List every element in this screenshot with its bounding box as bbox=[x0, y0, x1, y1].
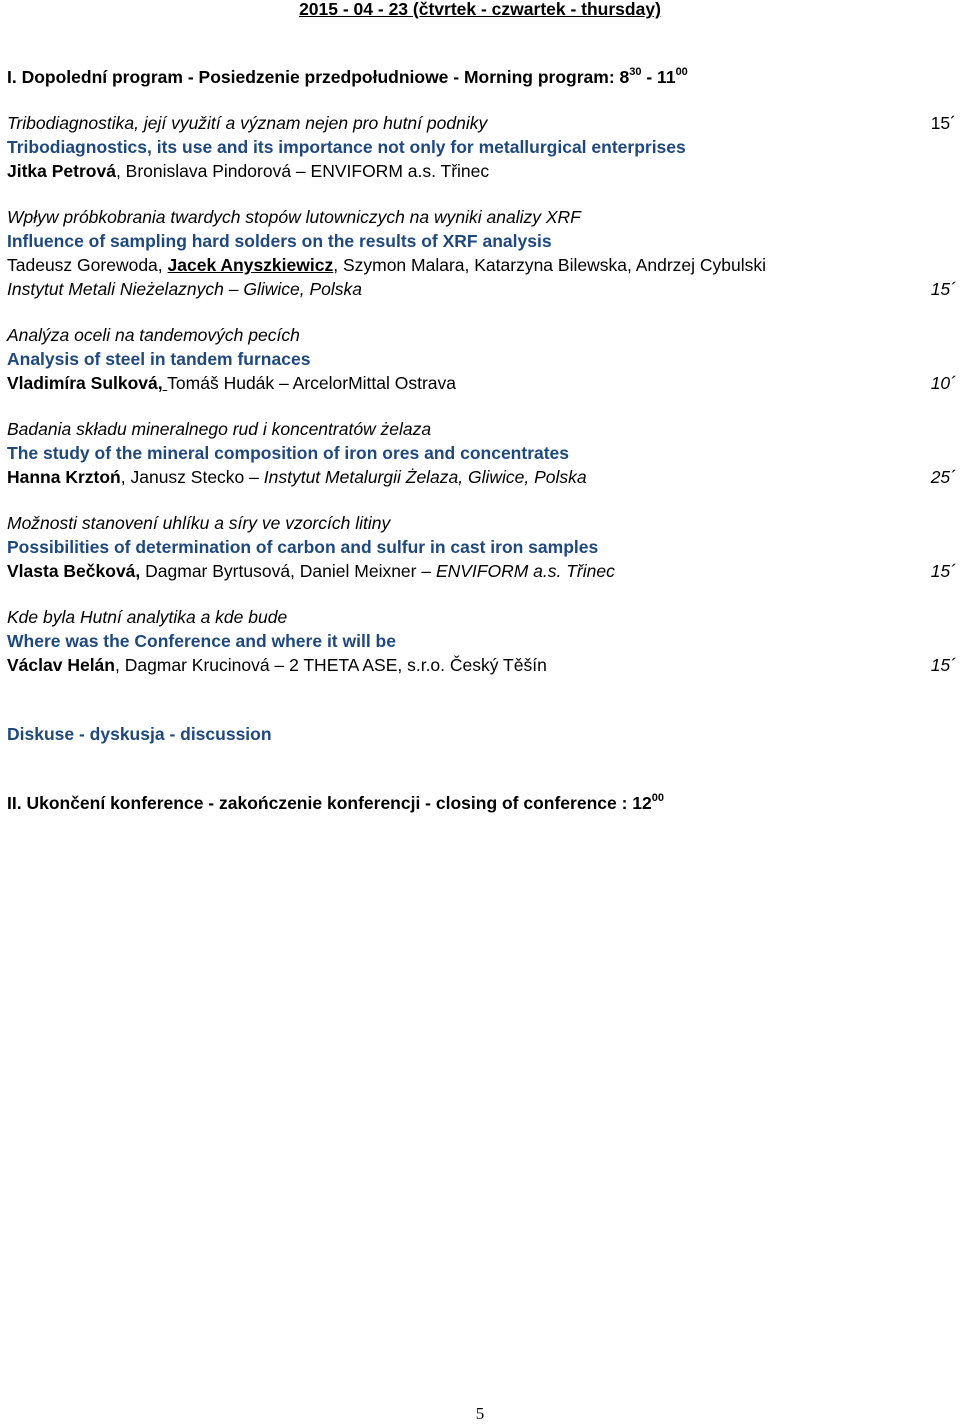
talk-5-title-en: Possibilities of determination of carbon and sulfur in cast iron samples bbox=[7, 537, 599, 557]
talk-1-affiliation: ENVIFORM a.s. Třinec bbox=[310, 161, 490, 181]
talk-3-title-local: Analýza oceli na tandemových pecích bbox=[7, 325, 300, 345]
talk-3-authors bbox=[7, 372, 456, 394]
talk-2-affiliation: Instytut Metali Nieżelaznych – Gliwice, Polska bbox=[7, 279, 362, 299]
talk-6-authors bbox=[7, 654, 547, 676]
section-1-heading bbox=[7, 66, 688, 88]
page-date-heading: 2015 - 04 - 23 (čtvrtek - czwartek - thursday) bbox=[299, 0, 661, 19]
talk-6-title-en: Where was the Conference and where it will be bbox=[7, 631, 396, 651]
section-1-dash: - 11 bbox=[641, 67, 676, 87]
talk-1-duration: 15´ bbox=[930, 113, 956, 133]
discussion-heading: Diskuse - dyskusja - discussion bbox=[7, 724, 272, 744]
talk-1-title-local: Tribodiagnostika, její využití a význam nejen pro hutní podniky bbox=[7, 113, 488, 133]
talk-4-coauthors: , Janusz Stecko – bbox=[120, 467, 264, 487]
talk-4-duration: 25´ bbox=[930, 467, 956, 487]
talk-6-presenter: Václav Helán bbox=[7, 655, 115, 675]
talk-1-title-en: Tribodiagnostics, its use and its importance not only for metallurgical enterprises bbox=[7, 137, 686, 157]
talk-2-authors bbox=[7, 254, 766, 276]
talk-5-title-local: Možnosti stanovení uhlíku a síry ve vzorcích litiny bbox=[7, 513, 391, 533]
talk-3-presenter: Vladimíra Sulková, bbox=[7, 373, 163, 393]
talk-5-authors bbox=[7, 560, 615, 582]
talk-1-dash: – bbox=[291, 161, 311, 181]
talk-5-presenter: Vlasta Bečková, bbox=[7, 561, 141, 581]
talk-6-title-local: Kde byla Hutní analytika a kde bude bbox=[7, 607, 288, 627]
section-2-time-minutes: 00 bbox=[651, 792, 665, 804]
talk-5-affiliation: ENVIFORM a.s. Třinec bbox=[435, 561, 615, 581]
talk-2-coauthors: , Szymon Malara, Katarzyna Bilewska, Andrzej Cybulski bbox=[333, 255, 767, 275]
section-2-heading bbox=[7, 792, 664, 814]
talk-3-title-en: Analysis of steel in tandem furnaces bbox=[7, 349, 311, 369]
page-number: 5 bbox=[475, 1404, 485, 1423]
talk-1-presenter: Jitka Petrová bbox=[7, 161, 116, 181]
talk-3-coauthors: Tomáš Hudák – ArcelorMittal Ostrava bbox=[167, 373, 457, 393]
talk-3-duration: 10´ bbox=[930, 373, 956, 393]
talk-4-title-local: Badania składu mineralnego rud i koncentratów żelaza bbox=[7, 419, 432, 439]
talk-5-duration: 15´ bbox=[930, 561, 956, 581]
talk-2-title-en: Influence of sampling hard solders on the results of XRF analysis bbox=[7, 231, 552, 251]
talk-4-affiliation: Instytut Metalurgii Żelaza, Gliwice, Polska bbox=[263, 467, 587, 487]
talk-5-coauthors: Dagmar Byrtusová, Daniel Meixner – bbox=[140, 561, 436, 581]
talk-4-presenter: Hanna Krztoń bbox=[7, 467, 121, 487]
talk-6-duration: 15´ bbox=[930, 655, 956, 675]
talk-4-title-en: The study of the mineral composition of iron ores and concentrates bbox=[7, 443, 570, 463]
section-1-start-minutes: 30 bbox=[629, 66, 642, 78]
talk-2-title-local: Wpływ próbkobrania twardych stopów lutowniczych na wyniki analizy XRF bbox=[7, 207, 581, 227]
talk-2-duration: 15´ bbox=[930, 279, 956, 299]
talk-1-authors bbox=[7, 160, 489, 182]
section-1-end-minutes: 00 bbox=[675, 66, 688, 78]
section-1-title: I. Dopolední program - Posiedzenie przedpołudniowe - Morning program: 8 bbox=[7, 67, 630, 87]
talk-4-authors bbox=[7, 466, 587, 488]
talk-2-presenter: Jacek Anyszkiewicz bbox=[167, 255, 334, 275]
talk-1-coauthors: , Bronislava Pindorová bbox=[115, 161, 292, 181]
section-2-title: II. Ukončení konference - zakończenie konferencji - closing of conference : 12 bbox=[7, 793, 652, 813]
talk-2-authors-before: Tadeusz Gorewoda, bbox=[7, 255, 168, 275]
talk-6-coauthors: , Dagmar Krucinová – 2 THETA ASE, s.r.o. Český Těšín bbox=[114, 655, 547, 675]
